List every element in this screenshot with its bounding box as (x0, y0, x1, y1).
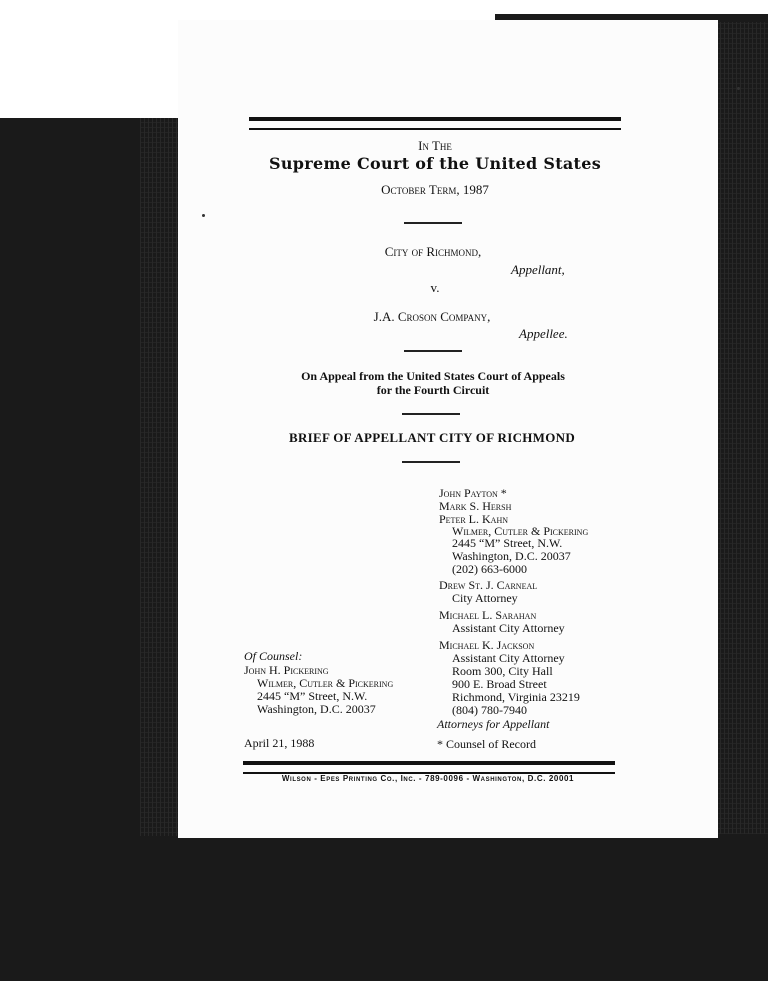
assistant-2-addr1: Room 300, City Hall (452, 664, 553, 678)
of-counsel-name: John H. Pickering (244, 663, 329, 677)
of-counsel-addr1: 2445 “M” Street, N.W. (257, 689, 368, 703)
stray-mark-1 (202, 214, 205, 217)
assistant-2-title: Assistant City Attorney (452, 651, 565, 665)
term: October Term, 1987 (381, 182, 489, 197)
city-attorney-name: Drew St. J. Carneal (439, 578, 538, 592)
attorneys-for: Attorneys for Appellant (437, 717, 550, 731)
assistant-1-name: Michael L. Sarahan (439, 608, 537, 622)
divider-4 (402, 461, 460, 463)
stray-mark-2 (737, 87, 740, 90)
counsel-of-record: * Counsel of Record (437, 737, 536, 751)
counsel-street: 2445 “M” Street, N.W. (452, 536, 563, 550)
scan-noise-right (716, 14, 768, 834)
assistant-2-addr2: 900 E. Broad Street (452, 677, 547, 691)
assistant-2-addr3: Richmond, Virginia 23219 (452, 690, 580, 704)
appellant-role: Appellant, (511, 262, 565, 277)
scan-noise-left (140, 118, 180, 838)
city-attorney-title: City Attorney (452, 591, 518, 605)
assistant-2-name: Michael K. Jackson (439, 638, 535, 652)
assistant-2-phone: (804) 780-7940 (452, 703, 527, 717)
divider-3 (402, 413, 460, 415)
printer-line: Wilson - Epes Printing Co., Inc. - 789-0096 - Washington, D.C. 20001 (281, 774, 575, 783)
appeal-line-2: for the Fourth Circuit (376, 383, 490, 397)
of-counsel-addr2: Washington, D.C. 20037 (257, 702, 376, 716)
appellee-name: J.A. Croson Company, (373, 309, 491, 324)
court-name: Supreme Court of the United States (268, 154, 602, 173)
counsel-3: Peter L. Kahn (439, 512, 508, 526)
appellant-name: City of Richmond, (384, 244, 482, 259)
appeal-line-1: On Appeal from the United States Court of Appeals (301, 369, 565, 383)
of-counsel-label: Of Counsel: (244, 649, 303, 663)
counsel-firm: Wilmer, Cutler & Pickering (452, 524, 589, 538)
brief-title: BRIEF OF APPELLANT CITY OF RICHMOND (288, 430, 576, 445)
counsel-phone: (202) 663-6000 (452, 562, 527, 576)
filing-date: April 21, 1988 (244, 736, 315, 750)
scan-border-bottom (0, 836, 768, 981)
counsel-city: Washington, D.C. 20037 (452, 549, 571, 563)
divider-2 (404, 350, 462, 352)
counsel-1: John Payton * (439, 486, 507, 500)
top-double-rule (249, 117, 621, 130)
counsel-2: Mark S. Hersh (439, 499, 512, 513)
divider-1 (404, 222, 462, 224)
assistant-1-title: Assistant City Attorney (452, 621, 565, 635)
appellee-role: Appellee. (519, 326, 568, 341)
in-the-heading: In The (418, 138, 452, 153)
of-counsel-firm: Wilmer, Cutler & Pickering (257, 676, 394, 690)
versus: v. (430, 280, 440, 295)
